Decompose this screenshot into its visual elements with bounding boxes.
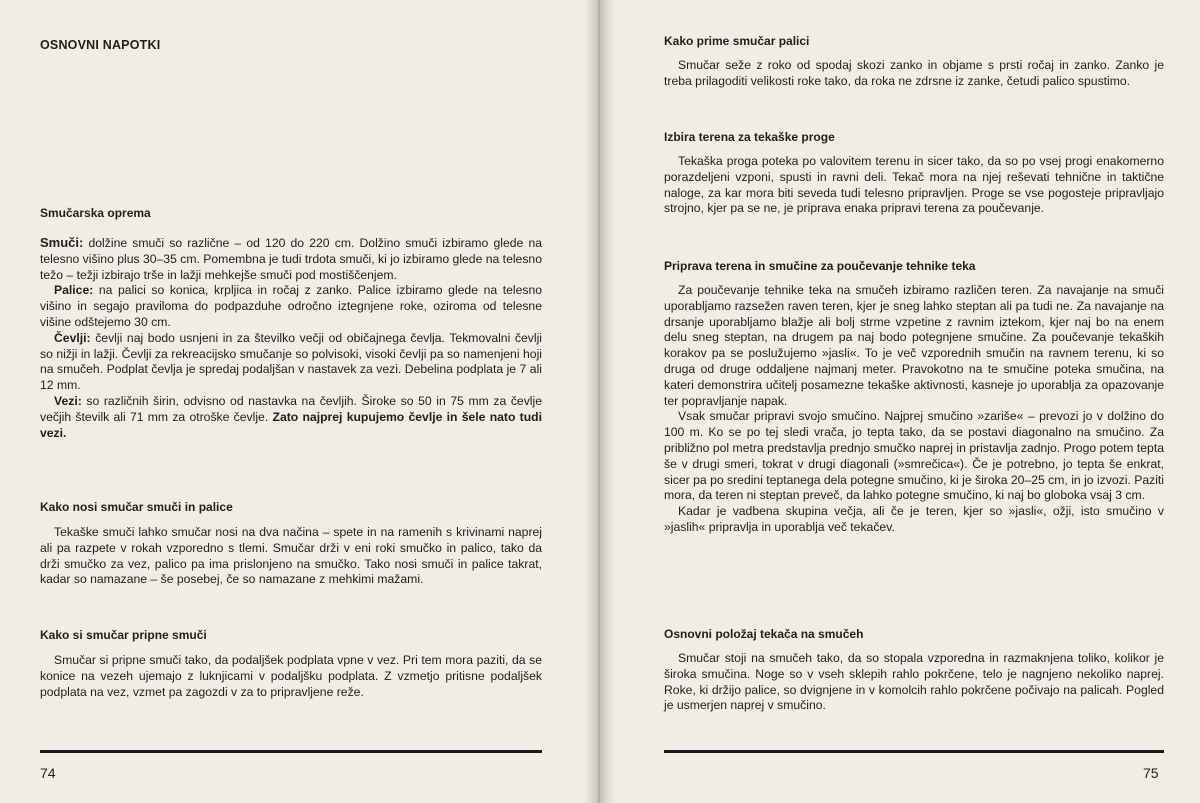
section-ski-equipment	[40, 206, 542, 441]
section-title: Priprava terena in smučine za poučevanje tehnike teka	[664, 259, 976, 273]
book-gutter-shadow	[585, 0, 615, 803]
paragraph-bindings	[40, 394, 542, 441]
term-label: Vezi:	[54, 393, 82, 408]
section-body: Kadar je vadbena skupina večja, ali če je teren, kjer so »jasli«, ožji, isto smučino v »jaslih« pripravlja in uporablja več tekačev.	[664, 504, 1164, 534]
section-attaching-skis	[40, 628, 542, 700]
section-body: Smučar stoji na smučeh tako, da so stopala vzporedna in razmaknjena toliko, kolikor je široka smučina. Noge so v vseh sklepih rahlo pokrčene, telo je nagnjeno nekoliko naprej. Roke, ki držijo palice, so dvignjene in v komolcih rahlo pokrčene počivajo na palicah. Pogled je usmerjen naprej v smučino.	[664, 651, 1164, 713]
section-body: Tekaške smuči lahko smučar nosi na dva načina – spete in na ramenih s krivinami naprej ali pa razpete v rokah vzporedno s tlemi. Smučar drži v eni roki smučko in palico, tako da drži smučko za vez, palico pa ima prislonjeno na smučko. Tako nosi smuči in palice takrat, kadar so namazane – še posebej, če so namazane z mehkimi mažami.	[40, 525, 542, 587]
paragraph-poles	[40, 283, 542, 330]
section-body: Tekaška proga poteka po valovitem terenu in sicer tako, da so po vsej progi enakomerno porazdeljeni vzponi, spusti in ravni deli. Tekač mora na njej reševati tehnične in taktične naloge, za kar mora biti seveda tudi telesno pripravljen. Proge se vse pogosteje pripravljajo strojno, kjer pa se ne, je priprava enaka pripravi terena za poučevanje.	[664, 154, 1164, 216]
section-title: Osnovni položaj tekača na smučeh	[664, 627, 864, 641]
term-label: Smuči:	[40, 235, 84, 250]
page-number: 74	[40, 765, 56, 781]
section-title: Kako nosi smučar smuči in palice	[40, 500, 233, 514]
section-title: Smučarska oprema	[40, 206, 151, 220]
section-holding-poles	[664, 34, 1164, 90]
term-text: dolžine smuči so različne – od 120 do 220 cm. Dolžino smuči izbiramo glede na telesno višino plus 30–35 cm. Pomembna je tudi trdota smuči, ki jo izbiramo glede na telesno težo – težji izbirajo trše in lažji mehkejše smuči pod mostiščenjem.	[40, 236, 543, 282]
paragraph-skis	[40, 235, 542, 283]
section-body: Vsak smučar pripravi svojo smučino. Najprej smučino »zariše« – prevozi jo v dolžino do 100 m. Ko se po tej sledi vrača, jo tepta tako, da se postavi diagonalno na smučino. Za približno pol metra predstavlja prednjo smučko naprej in pristavlja zadnjo. Progo potem tepta še v drugi smeri, tokrat v drugi diagonali (»smrečica«). Če je potrebno, jo tepta še enkrat, sicer pa po sredini teptanega dela potegne smučino, ki je široka 20–25 cm, in jo izvozi. Paziti mora, da teren ni steptan preveč, da lahko potegne smučino, ki naj bo globoka vsaj 3 cm.	[664, 409, 1164, 503]
section-track-choice	[664, 130, 1164, 217]
section-terrain-preparation	[664, 259, 1164, 536]
right-page	[600, 0, 1200, 803]
section-title: Kako si smučar pripne smuči	[40, 628, 207, 642]
section-carrying-skis	[40, 500, 542, 588]
section-body: Za poučevanje tehnike teka na smučeh izbiramo različen teren. Za navajanje na smuči uporabljamo razsežen raven teren, kjer je sneg lahko steptan ali pa tudi ne. Za navajanje na drsanje uporabljamo blažje ali bolj strme vzpetine z ravnim iztekom, kjer naj bo na enem delu sneg steptan, na drugem pa naj bodo potegnjene smučine. Za poučevanje tekaških korakov pa se poslužujemo »jasli«. To je več vzporednih smučin na ravnem terenu, ki so druga od druge oddaljene najmanj meter. Pravokotno na te smučine poteka smučina, na kateri demonstrira učitelj posamezne tekaške aktivnosti, kasneje jo uporablja za opazovanje ter popravljanje napak.	[664, 283, 1164, 408]
paragraph-boots	[40, 331, 542, 394]
term-label: Čevlji:	[54, 330, 91, 345]
section-basic-position	[664, 627, 1164, 714]
bottom-rule	[664, 750, 1164, 753]
page-number: 75	[1143, 765, 1159, 781]
term-text: so različnih širin, odvisno od nastavka na čevljih. Široke so 50 in 75 mm za čevlje večjih številk ali 71 mm za otroške čevlje.	[40, 393, 542, 424]
term-label: Palice:	[54, 283, 94, 298]
emphasis-text: Zato najprej kupujemo čevlje in šele nato tudi vezi.	[40, 409, 543, 440]
running-head: OSNOVNI NAPOTKI	[40, 38, 161, 52]
bottom-rule	[40, 750, 542, 753]
section-title: Kako prime smučar palici	[664, 34, 810, 48]
term-text: na palici so konica, krpljica in ročaj z zanko. Palice izbiramo glede na telesno višino in segajo praviloma do podpazduhe odročno iztegnjene roke, oziroma od telesne višine odštejemo 30 cm.	[40, 283, 543, 329]
section-title: Izbira terena za tekaške proge	[664, 130, 835, 144]
left-page	[0, 0, 598, 803]
section-body: Smučar si pripne smuči tako, da podaljšek podplata vpne v vez. Pri tem mora paziti, da se konice na vezeh ujemajo z luknjicami v podaljšku podplata. Z vzmetjo pritisne podaljšek podplata na vez, vzmet pa zagozdi v za to pripravljene reže.	[40, 653, 542, 699]
section-body: Smučar seže z roko od spodaj skozi zanko in objame s prsti ročaj in zanko. Zanko je treba prilagoditi velikosti roke tako, da roka ne zdrsne iz zanke, četudi palico spustimo.	[664, 58, 1164, 88]
term-text: čevlji naj bodo usnjeni in za številko večji od običajnega čevlja. Tekmovalni čevlji so nižji in lažji. Čevlji za rekreacijsko smučanje so polvisoki, visoki čevlji pa so namenjeni hoji na smučeh. Podplat čevlja je spredaj podaljšan v nastavek za vezi. Debelina podplata je 7 ali 12 mm.	[40, 330, 542, 393]
